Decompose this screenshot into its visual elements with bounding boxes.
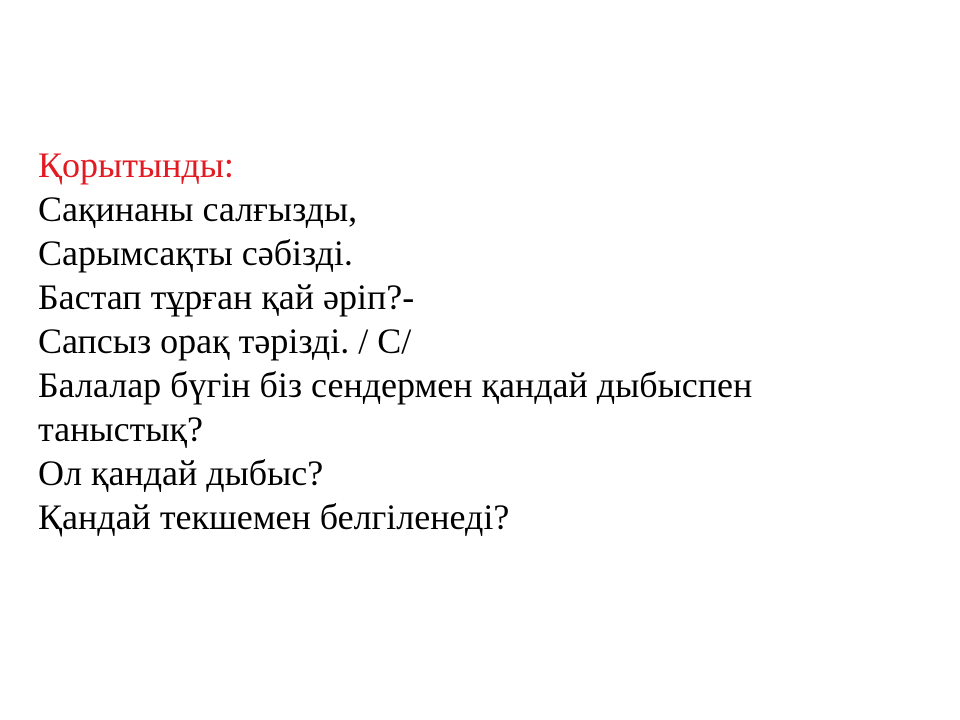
slide-line-6: таныстық? — [38, 409, 203, 449]
slide-line-2: Сарымсақты сәбізді. — [38, 233, 353, 273]
slide-line-5: Балалар бүгін біз сендермен қандай дыбыспен — [38, 365, 753, 405]
slide-line-4: Сапсыз орақ тәрізді. / С/ — [38, 321, 412, 361]
slide-line-8: Қандай текшемен белгіленеді? — [38, 497, 510, 537]
slide-line-3: Бастап тұрған қай әріп?- — [38, 277, 415, 317]
slide-text-block — [38, 143, 898, 539]
slide-line-7: Ол қандай дыбыс? — [38, 453, 324, 493]
slide-line-1: Сақинаны салғызды, — [38, 189, 358, 229]
slide-title: Қорытынды: — [38, 145, 234, 185]
